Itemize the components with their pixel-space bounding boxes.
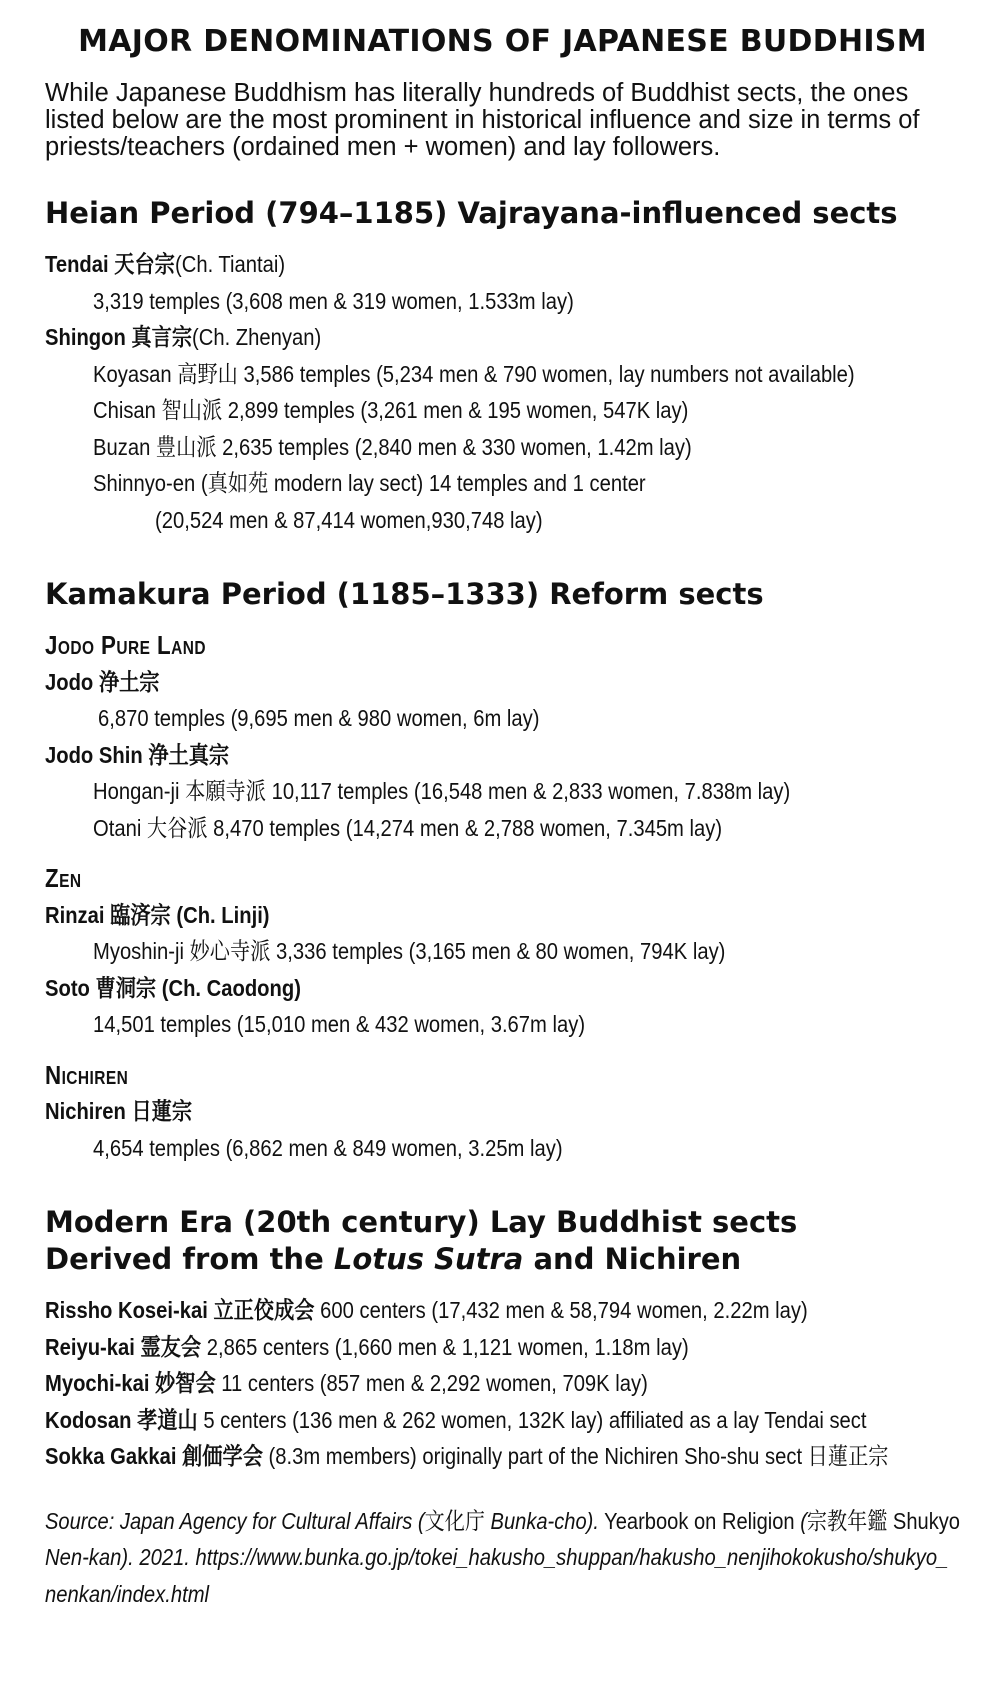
myochi-entry: Myochi-kai 妙智会 11 centers (857 men & 2,292 women, 709K lay) (45, 1370, 648, 1396)
sokka-entry: Sokka Gakkai 創価学会 (8.3m members) originally part of the Nichiren Sho-shu sect 日蓮正宗 (45, 1443, 889, 1469)
modern-section (45, 1292, 960, 1475)
chisan-entry: Chisan 智山派 2,899 temples (3,261 men & 195 women, 547K lay) (93, 397, 689, 423)
otani-entry: Otani 大谷派 8,470 temples (14,274 men & 2,788 women, 7.345m lay) (93, 814, 723, 841)
kodosan-entry: Kodosan 孝道山 5 centers (136 men & 262 women, 132K lay) affiliated as a lay Tendai sect (45, 1406, 867, 1433)
kamakura-section (45, 627, 960, 1166)
modern-subheading: Derived from the Lotus Sutra and Nichiren (45, 1242, 742, 1276)
source-line-3: nenkan/index.html (45, 1580, 210, 1607)
soto-name: Soto 曹洞宗 (Ch. Caodong) (45, 974, 301, 1001)
intro-paragraph: While Japanese Buddhism has literally hundreds of Buddhist sects, the ones listed below are the most prominent in historical influence and size in terms of priests/teachers (ordained men + women) and lay followers. (45, 79, 920, 161)
zen-subheading: Zen (45, 863, 82, 893)
jodo-name: Jodo 浄土宗 (45, 668, 160, 695)
source-line-1: Source: Japan Agency for Cultural Affairs (文化庁 Bunka-cho). Yearbook on Religion (宗教年鑑 Shukyo (45, 1507, 960, 1534)
nichiren-subheading: Nichiren (45, 1059, 129, 1090)
tendai-note: (Ch. Tiantai) (174, 251, 286, 277)
rinzai-name: Rinzai 臨済宗 (Ch. Linji) (45, 901, 270, 928)
document-page (45, 22, 960, 1612)
heian-section (45, 246, 960, 538)
reiyu-entry: Reiyu-kai 霊友会 2,865 centers (1,660 men & 1,121 women, 1.18m lay) (45, 1333, 689, 1360)
modern-heading: Modern Era (20th century) Lay Buddhist sects (45, 1205, 798, 1239)
tendai-name: Tendai 天台宗 (45, 251, 175, 277)
kamakura-heading: Kamakura Period (1185–1333) Reform sects (45, 577, 764, 611)
shinnyo-stats: (20,524 men & 87,414 women,930,748 lay) (155, 506, 543, 533)
myoshin-entry: Myoshin-ji 妙心寺派 3,336 temples (3,165 men & 80 women, 794K lay) (93, 938, 726, 964)
koyasan-entry: Koyasan 高野山 3,586 temples (5,234 men & 790 women, lay numbers not available) (93, 360, 855, 387)
soto-stats: 14,501 temples (15,010 men & 432 women, 3.67m lay) (93, 1011, 586, 1037)
shingon-name: Shingon 真言宗 (45, 324, 193, 350)
page-title: MAJOR DENOMINATIONS OF JAPANESE BUDDHISM (78, 24, 927, 59)
source-citation (45, 1503, 960, 1613)
lotus-sutra-title: Lotus Sutra (333, 1242, 524, 1276)
jodo-stats: 6,870 temples (9,695 men & 980 women, 6m lay) (98, 705, 540, 731)
tendai-stats: 3,319 temples (3,608 men & 319 women, 1.533m lay) (93, 287, 574, 314)
nichiren-stats: 4,654 temples (6,862 men & 849 women, 3.25m lay) (93, 1134, 563, 1161)
buzan-entry: Buzan 豊山派 2,635 temples (2,840 men & 330 women, 1.42m lay) (93, 433, 692, 460)
shinnyo-entry: Shinnyo-en (真如苑 modern lay sect) 14 temples and 1 center (93, 470, 646, 496)
nichiren-name: Nichiren 日蓮宗 (45, 1098, 193, 1124)
heian-heading: Heian Period (794–1185) Vajrayana-influenced sects (45, 196, 898, 230)
source-line-2: Nen-kan). 2021. https://www.bunka.go.jp/tokei_hakusho_shuppan/hakusho_nenjihokokusho/shukyo_ (45, 1544, 949, 1570)
hongan-entry: Hongan-ji 本願寺派 10,117 temples (16,548 men & 2,833 women, 7.838m lay) (93, 778, 791, 804)
rissho-entry: Rissho Kosei-kai 立正佼成会 600 centers (17,432 men & 58,794 women, 2.22m lay) (45, 1297, 808, 1323)
shingon-note: (Ch. Zhenyan) (192, 324, 322, 350)
jodo-shin-name: Jodo Shin 浄土真宗 (45, 741, 230, 768)
pure-land-subheading: Jodo Pure Land (45, 630, 206, 660)
